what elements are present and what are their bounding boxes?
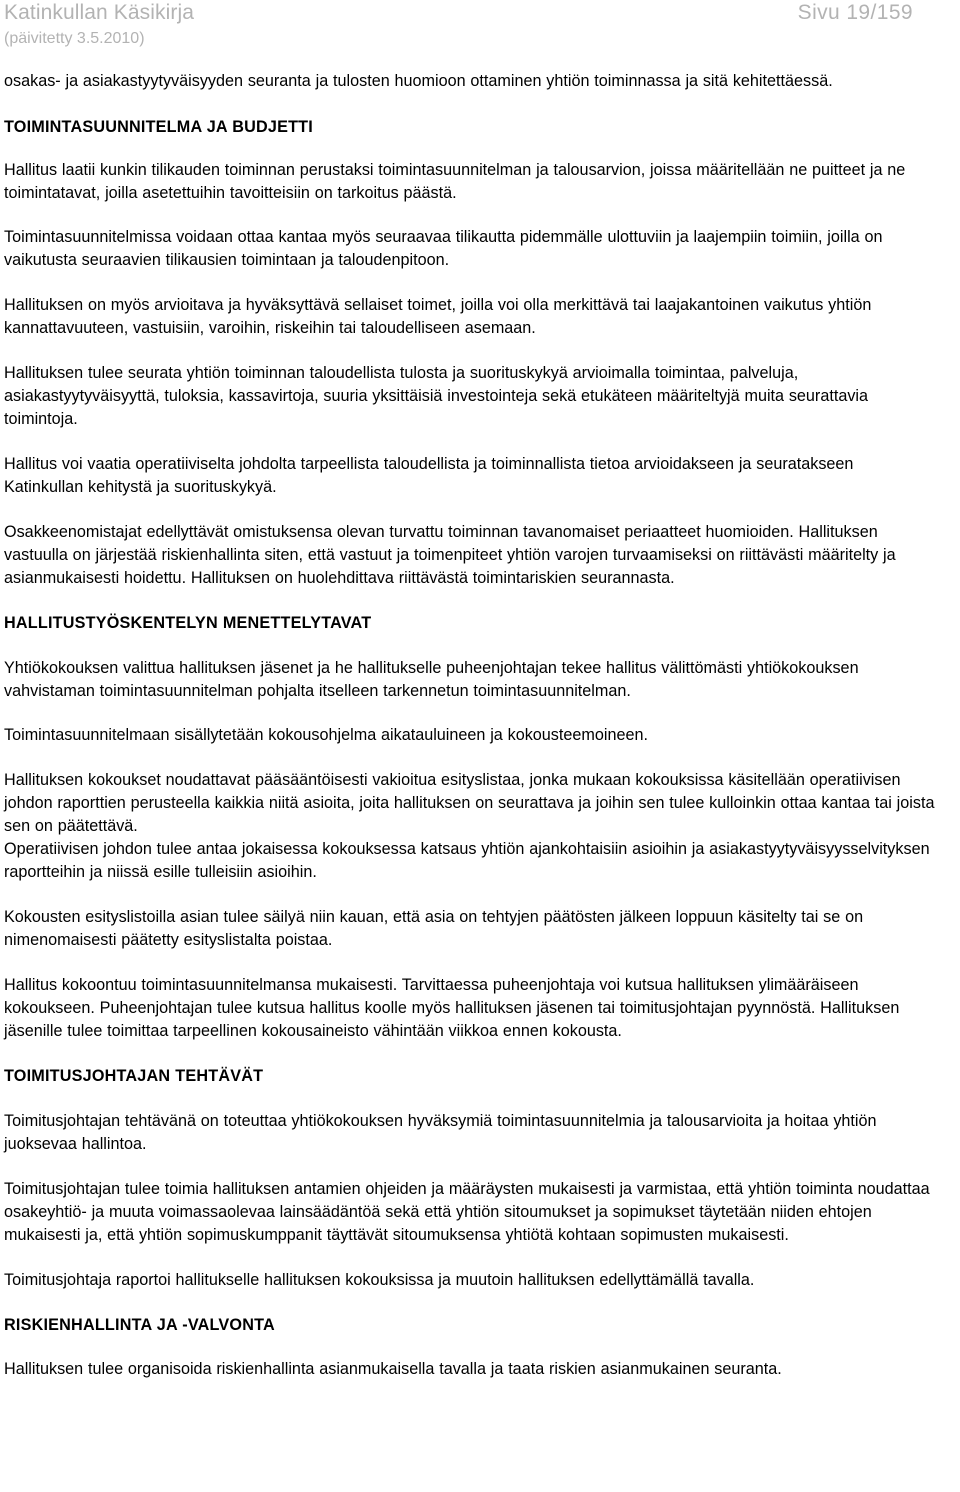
page-number: Sivu 19/159 [797, 1, 913, 24]
paragraph: Hallituksen tulee organisoida riskienhallinta asianmukaisella tavalla ja taata riskien asianmukainen seuranta. [4, 1360, 782, 1378]
section-heading: RISKIENHALLINTA JA -VALVONTA [4, 1316, 275, 1334]
paragraph: Kokousten esityslistoilla asian tulee säilyä niin kauan, että asia on tehtyjen päätösten jälkeen loppuun käsitelty tai se on nimenomaisesti päätetty esityslistalta poistaa. [4, 908, 864, 949]
section-heading: HALLITUSTYÖSKENTELYN MENETTELYTAVAT [4, 614, 372, 632]
paragraph: Toimitusjohtajan tehtävänä on toteuttaa yhtiökokouksen hyväksymiä toimintasuunnitelmia ja talousarvioita ja hoitaa yhtiön juoksevaa hallintoa. [4, 1112, 877, 1153]
page-header [4, 0, 938, 52]
updated-date: (päivitetty 3.5.2010) [4, 30, 145, 47]
section-heading: TOIMINTASUUNNITELMA JA BUDJETTI [4, 118, 313, 136]
paragraph: Yhtiökokouksen valittua hallituksen jäsenet ja he hallitukselle puheenjohtajan tekee hallitus välittömästi yhtiökokouksen vahvistaman toimintasuunnitelman pohjalta itselleen tarkennetun toimintasuunnitelman. [4, 659, 859, 700]
section-heading: TOIMITUSJOHTAJAN TEHTÄVÄT [4, 1067, 264, 1085]
paragraph: osakas- ja asiakastyytyväisyyden seuranta ja tulosten huomioon ottaminen yhtiön toiminnassa ja sitä kehitettäessä. [4, 72, 833, 90]
paragraph: Toimitusjohtajan tulee toimia hallituksen antamien ohjeiden ja määräysten mukaisesti ja varmistaa, että yhtiön toiminta noudattaa osakeyhtiö- ja muuta voimassaolevaa lainsäädäntöä sekä että yhtiön sitoumukset ja sopimukset täytetään niiden ehtojen mukaisesti ja, että yhtiön sopimuskumppanit täyttävät sitoumuksensa yhtiötä kohtaan sopimusten mukaisesti. [4, 1180, 930, 1244]
paragraph: Hallituksen tulee seurata yhtiön toiminnan taloudellista tulosta ja suorituskykyä arvioimalla toimintaa, palveluja, asiakastyytyväisyyttä, tuloksia, kassavirtoja, suuria yksittäisiä investointeja sekä etukäteen määriteltyjä muita seurattavia toimintoja. [4, 364, 869, 428]
paragraph: Hallitus kokoontuu toimintasuunnitelmansa mukaisesti. Tarvittaessa puheenjohtaja voi kutsua hallituksen ylimääräiseen kokoukseen. Puheenjohtajan tulee kutsua hallitus koolle myös hallituksen jäsenen tai toimitusjohtajan pyynnöstä. Hallituksen jäsenille tulee toimittaa tarpeellinen kokousaineisto vähintään viikkoa ennen kokousta. [4, 976, 900, 1040]
paragraph: Toimintasuunnitelmissa voidaan ottaa kantaa myös seuraavaa tilikautta pidemmälle ulottuviin ja laajempiin toimiin, joilla on vaikutusta seuraavien tilikausien toimintaan ja taloudenpitoon. [4, 228, 883, 269]
paragraph: Toimitusjohtaja raportoi hallitukselle hallituksen kokouksissa ja muutoin hallituksen edellyttämällä tavalla. [4, 1271, 755, 1289]
paragraph: Osakkeenomistajat edellyttävät omistuksensa olevan turvattu toiminnan tavanomaiset periaatteet huomioiden. Hallituksen vastuulla on järjestää riskienhallinta siten, että vastuut ja toimenpiteet yhtiön varojen turvaamiseksi on riittävästi määritelty ja asianmukaisesti hoidettu. Hallituksen on huolehdittava riittävästä toimintariskien seurannasta. [4, 523, 896, 587]
document-title: Katinkullan Käsikirja [4, 1, 195, 24]
paragraph: Hallitus voi vaatia operatiiviselta johdolta tarpeellista taloudellista ja toiminnallista tietoa arvioidakseen ja seuratakseen Katinkullan kehitystä ja suorituskykyä. [4, 455, 854, 496]
paragraph: Operatiivisen johdon tulee antaa jokaisessa kokouksessa katsaus yhtiön ajankohtaisiin asioihin ja asiakastyytyväisyysselvityksen raportteihin ja niissä esille tulleisiin asioihin. [4, 840, 930, 881]
paragraph: Toimintasuunnitelmaan sisällytetään kokousohjelma aikatauluineen ja kokousteemoineen. [4, 726, 648, 744]
paragraph: Hallitus laatii kunkin tilikauden toiminnan perustaksi toimintasuunnitelman ja talousarvion, joissa määritellään ne puitteet ja ne toimintatavat, joilla asetettuihin tavoitteisiin on tarkoitus päästä. [4, 161, 906, 202]
document-body [4, 70, 936, 1381]
paragraph: Hallituksen kokoukset noudattavat pääsääntöisesti vakioitua esityslistaa, jonka mukaan kokouksissa käsitellään operatiivisen johdon raporttien perusteella kaikkia niitä asioita, joita hallituksen on seurattava ja joihin sen tulee kulloinkin ottaa kantaa tai joista sen on päätettävä. [4, 771, 935, 835]
paragraph: Hallituksen on myös arvioitava ja hyväksyttävä sellaiset toimet, joilla voi olla merkittävä tai laajakantoinen vaikutus yhtiön kannattavuuteen, vastuisiin, varoihin, riskeihin tai taloudelliseen asemaan. [4, 296, 872, 337]
